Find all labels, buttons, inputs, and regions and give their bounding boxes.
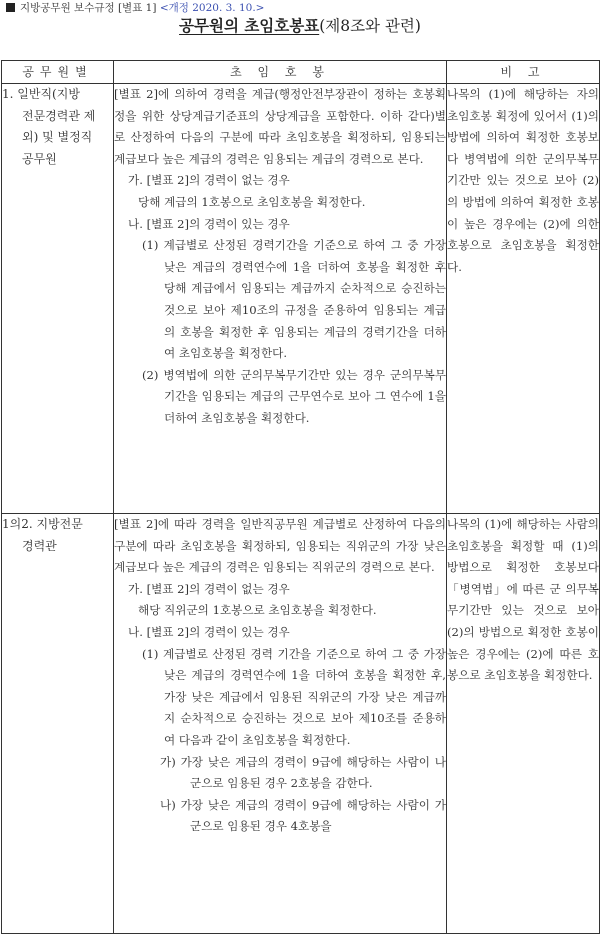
clause-item-1: (1) 계급별로 산정된 경력기간을 기준으로 하여 그 중 가장 낮은 계급의 경력연수에 1을 더하여 호봉을 획정한 후 당해 계급에서 임용되는 계급까지 순차적으로 승진하는 것으로 보아 제10조의 규정을 준용하여 임용되는 계급의 호봉을 획정한 후 임용되는 계급의 경력기간을 더하여 초임호봉을 획정한다. [142,238,446,361]
title-main: 공무원의 초임호봉표 [179,16,320,35]
category-line: 1. 일반직(지방 [2,87,80,101]
clause-item-2: (2) 병역법에 의한 군의무복무기간만 있는 경우 군의무복무기간을 임용되는 계급의 근무연수로 보아 그 연수에 1을 더하여 초임호봉을 획정한다. [142,367,446,425]
title-sub: (제8조와 관련) [319,17,421,35]
table-header-row [2,61,600,84]
category-line: 경력관 [22,538,57,553]
page-title [0,14,600,38]
column-header-initial-step: 초 임 호 봉 [114,61,447,84]
table-row [2,84,600,514]
clause-ga-heading: 가. [별표 2]의 경력이 없는 경우 [128,173,290,188]
remarks-cell: 나목의 (1)에 해당하는 사람의 초임호봉을 획정할 때 (1)의 방법으로 획정한 호봉보다 「병역법」에 따른 군 의무복무기간만 있는 것으로 보아 (2)의 방법으로 획정한 호봉이 높은 경우에는 (2)에 따른 호봉으로 초임호봉을 획정한다. [447,514,600,934]
clause-ga-text: 해당 직위군의 1호봉으로 초임호봉을 획정한다. [138,603,377,618]
body-intro: [별표 2]에 따라 경력을 일반직공무원 계급별로 산정하여 다음의 구분에 따라 초임호봉을 획정하되, 임용되는 직위군의 가장 낮은 계급보다 높은 계급의 경력은 임용되는 직위군의 경력으로 본다. [114,517,446,575]
remarks-cell: 나목의 (1)에 해당하는 자의 초임호봉 획정에 있어서 (1)의 방법에 의하여 획정한 호봉보다 병역법에 의한 군의무복무기간만 있는 것으로 보아 (2)의 방법에 의하여 획정한 호봉이 높은 경우에는 (2)에 의한 호봉으로 초임호봉을 획정한다. [447,84,600,514]
clause-ga-text: 당해 계급의 1호봉으로 초임호봉을 획정한다. [138,194,366,209]
clause-na-heading: 나. [별표 2]의 경력이 있는 경우 [128,624,290,639]
column-header-category: 공무원별 [2,61,114,84]
table-row [2,514,600,934]
category-cell [2,84,114,514]
body-intro: [별표 2]에 의하여 경력을 계급(행정안전부장관이 정하는 호봉획정을 위한 상당계급기준표의 상당계급을 포함한다. 이하 같다)별로 산정하여 다음의 구분에 따라 초임호봉을 획정하되, 임용되는 계급보다 높은 계급의 경력은 임용되는 계급의 경력으로 본다. [114,87,446,166]
category-cell [2,514,114,934]
clause-na-heading: 나. [별표 2]의 경력이 있는 경우 [128,216,290,231]
initial-step-cell [114,514,447,934]
clause-item-1: (1) 계급별로 산정된 경력 기간을 기준으로 하여 그 중 가장 낮은 계급의 경력연수에 1을 더하여 호봉을 획정한 후, 가장 낮은 계급에서 임용된 직위군의 가장 낮은 계급까지 순차적으로 승진하는 것으로 보아 제10조를 준용하여 다음과 같이 초임호봉을 획정한다. [142,646,446,747]
category-line: 외) 및 별정직 [22,130,93,145]
column-header-remarks: 비 고 [447,61,600,84]
initial-step-cell [114,84,447,514]
header-prefix: 지방공무원 보수규정 [별표 1] [20,2,157,14]
square-bullet-icon [6,3,15,12]
sub-clause-ga: 가) 가장 낮은 계급의 경력이 9급에 해당하는 사람이 나군으로 임용된 경우 2호봉을 감한다. [160,754,446,791]
clause-ga-heading: 가. [별표 2]의 경력이 없는 경우 [128,581,290,596]
sub-clause-na: 나) 가장 낮은 계급의 경력이 9급에 해당하는 사람이 가군으로 임용된 경우 4호봉을 [160,797,446,834]
category-line: 공무원 [22,151,57,166]
category-line: 전문경력관 제 [22,108,96,123]
category-line: 1의2. 지방전문 [2,517,83,531]
salary-table [1,60,600,934]
revision-note: <개정 2020. 3. 10.> [159,2,265,14]
